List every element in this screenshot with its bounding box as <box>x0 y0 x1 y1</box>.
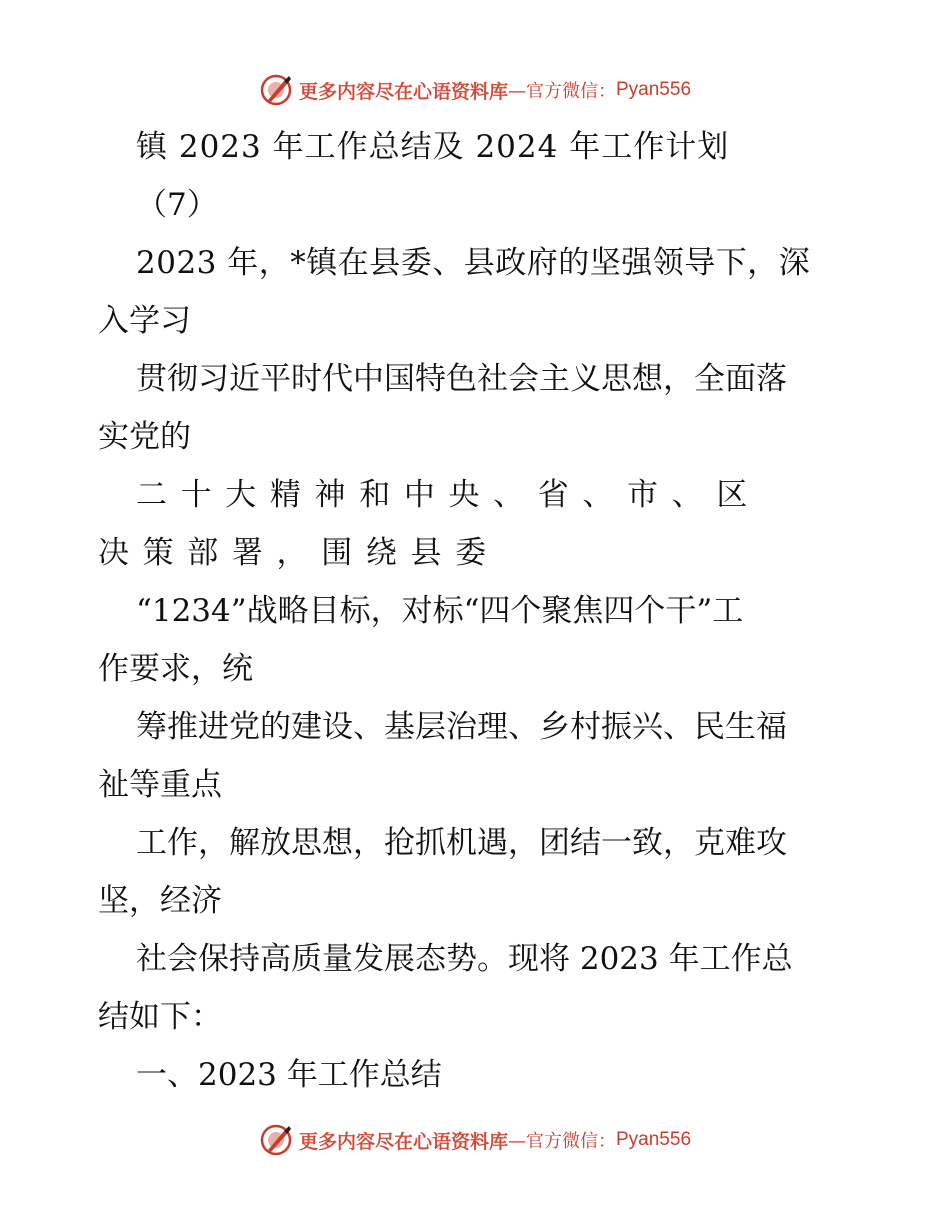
paragraph-line: 决策部署，围绕县委 <box>98 535 500 571</box>
banner-wechat-id: Pyan556 <box>616 79 692 100</box>
document-title: 镇 2023 年工作总结及 2024 年工作计划 <box>136 129 730 165</box>
banner-separator-text: —官方微信： <box>508 81 616 102</box>
paragraph-line: 贯彻习近平时代中国特色社会主义思想，全面落 <box>136 361 787 397</box>
paragraph-line: 社会保持高质量发展态势。现将 2023 年工作总 <box>136 941 793 977</box>
paragraph-line: 2023 年，*镇在县委、县政府的坚强领导下，深 <box>136 245 811 281</box>
pen-logo-icon <box>259 73 293 107</box>
document-number: （7） <box>136 187 218 223</box>
document-body <box>98 118 858 1104</box>
banner-wechat-id: Pyan556 <box>616 1129 692 1150</box>
paragraph-line: 作要求，统 <box>98 651 253 687</box>
paragraph-line: 工作，解放思想，抢抓机遇，团结一致，克难攻 <box>136 825 787 861</box>
paragraph-line: 祉等重点 <box>98 767 222 803</box>
banner-main-text: 更多内容尽在心语资料库 <box>298 80 508 103</box>
banner-separator-text: —官方微信： <box>508 1131 616 1152</box>
pen-logo-icon <box>259 1123 293 1157</box>
paragraph-line: 入学习 <box>98 303 191 339</box>
paragraph-line: 实党的 <box>98 419 191 455</box>
paragraph-line: 坚，经济 <box>98 883 222 919</box>
section-heading: 一、2023 年工作总结 <box>136 1057 442 1093</box>
watermark-banner-top <box>0 70 950 110</box>
watermark-banner-bottom <box>0 1120 950 1160</box>
banner-main-text: 更多内容尽在心语资料库 <box>298 1130 508 1153</box>
paragraph-line: 筹推进党的建设、基层治理、乡村振兴、民生福 <box>136 709 787 745</box>
paragraph-line: 结如下： <box>98 999 222 1035</box>
paragraph-line: “1234”战略目标，对标“四个聚焦四个干”工 <box>136 593 744 629</box>
paragraph-line: 二十大精神和中央、省、市、区 <box>136 477 761 513</box>
